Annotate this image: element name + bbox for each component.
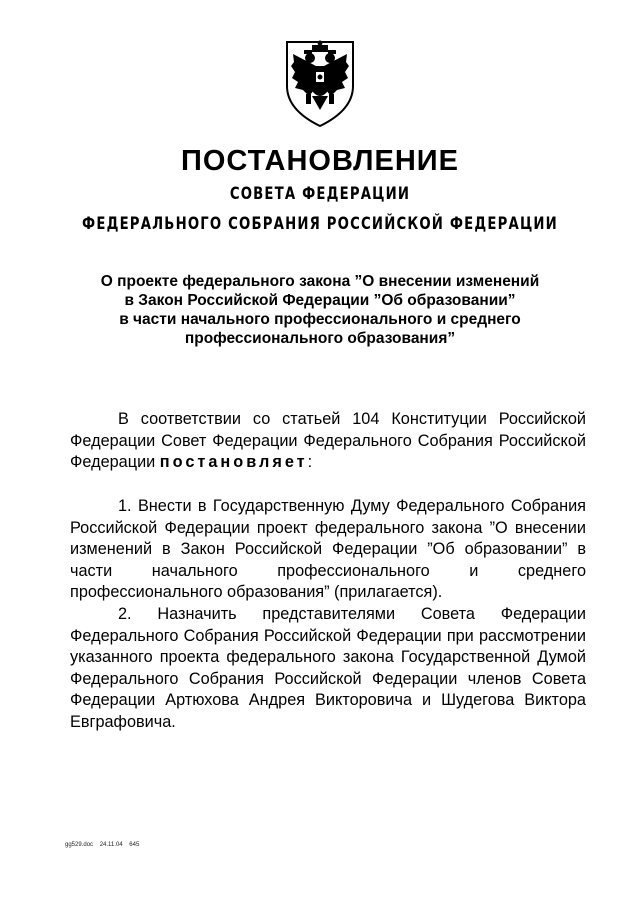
footer-file-name: gg529.doc — [65, 842, 94, 848]
document-type-title: ПОСТАНОВЛЕНИЕ — [181, 145, 459, 177]
subject-line: в части начального профессионального и среднего — [119, 311, 521, 328]
file-footer — [65, 842, 144, 848]
resolution-item-2: 2. Назначить представителями Совета Федерации Федерального Собрания Российской Федерации при рассмотрении указанного проекта федерального закона Государственной Думой Федерального Собрания Российской Федерации членов Совета Федерации Артюхова Андрея Викторовича и Шудегова Виктора Евграфовича. — [70, 605, 586, 731]
resolution-item-1: 1. Внести в Государственную Думу Федерального Собрания Российской Федерации проект федерального закона ”О внесении изменений в Закон Российской Федерации ”Об образовании” в части начального профессионального и среднего профессионального образования” (прилагается). — [70, 497, 586, 601]
subject-line: профессионального образования” — [184, 330, 456, 347]
preamble-colon: : — [307, 453, 313, 471]
resolution-subject — [70, 272, 570, 348]
footer-code: 645 — [129, 842, 140, 848]
preamble-text: В соответствии со статьей 104 Конституции Российской Федерации Совет Федерации Федерального Собрания Российской Федерации — [70, 410, 586, 471]
coat-of-arms-icon — [279, 36, 361, 128]
resolves-word: постановляет — [159, 453, 308, 471]
subject-line: в Закон Российской Федерации ”Об образовании” — [124, 292, 516, 309]
issuer-line-1: СОВЕТА ФЕДЕРАЦИИ — [229, 184, 411, 204]
preamble-paragraph — [70, 409, 586, 474]
subject-line: О проекте федерального закона ”О внесении изменений — [100, 273, 540, 290]
footer-date: 24.11.04 — [99, 842, 123, 848]
issuer-line-2: ФЕДЕРАЛЬНОГО СОБРАНИЯ РОССИЙСКОЙ ФЕДЕРАЦИИ — [82, 214, 558, 234]
